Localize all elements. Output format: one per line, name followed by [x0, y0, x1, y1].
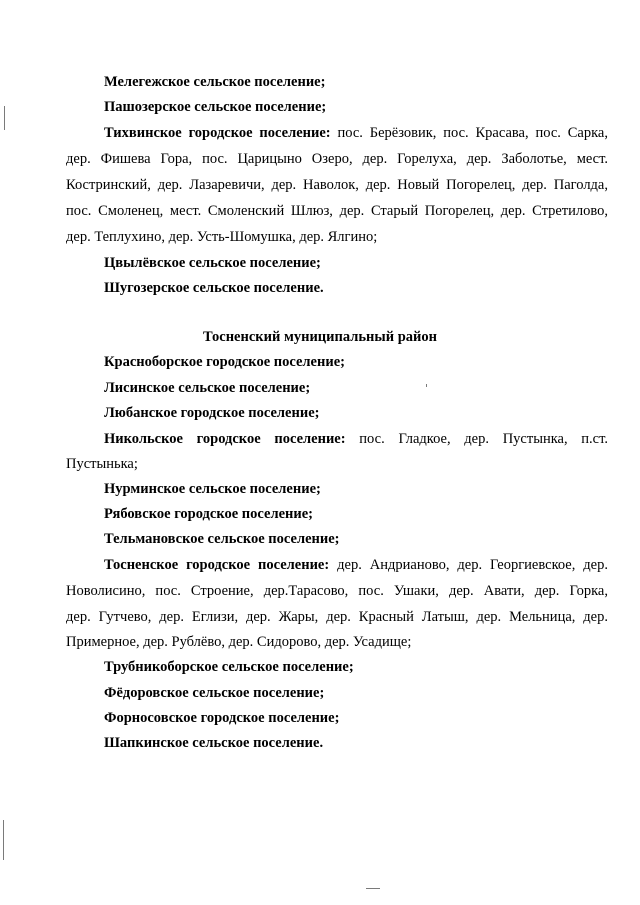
settlement-shapkinskoe: Шапкинское сельское поселение. — [104, 735, 324, 751]
settlement-tosnenskoe-title: Тосненское городское поселение: — [104, 557, 330, 573]
settlement-tikhvinskoe-line4: пос. Смоленец, мест. Смоленский Шлюз, дер. Старый Погорелец, дер. Стретилово, — [66, 203, 608, 219]
settlement-fedorovskoe: Фёдоровское сельское поселение; — [104, 685, 325, 701]
settlement-tosnenskoe-line1 — [104, 556, 608, 574]
settlement-trubnikoborskoe: Трубникоборское сельское поселение; — [104, 659, 354, 675]
settlement-tikhvinskoe-line5: дер. Теплухино, дер. Усть-Шомушка, дер. Ялгино; — [66, 229, 378, 245]
settlement-tosnenskoe-line3: дер. Гутчево, дер. Еглизи, дер. Жары, дер. Красный Латыш, дер. Мельница, дер. — [66, 609, 608, 625]
settlement-tsvylevskoe: Цвылёвское сельское поселение; — [104, 255, 321, 271]
settlement-nikolskoe-text1: пос. Гладкое, дер. Пустынка, п.ст. — [345, 431, 608, 447]
settlement-lisinskoe: Лисинское сельское поселение; — [104, 380, 311, 396]
settlement-shugozerskoe: Шугозерское сельское поселение. — [104, 280, 324, 296]
settlement-fornosovskoe: Форносовское городское поселение; — [104, 710, 340, 726]
settlement-melegezhskoe: Мелегежское сельское поселение; — [104, 74, 326, 90]
settlement-nikolskoe-line2: Пустынька; — [66, 456, 138, 472]
settlement-nikolskoe-line1 — [104, 430, 608, 448]
settlement-tikhvinskoe-line2: дер. Фишева Гора, пос. Царицыно Озеро, дер. Горелуха, дер. Заболотье, мест. — [66, 151, 608, 167]
settlement-telmanovskoe: Тельмановское сельское поселение; — [104, 531, 340, 547]
settlement-tikhvinskoe-title: Тихвинское городское поселение: — [104, 125, 331, 141]
settlement-nurminskoe: Нурминское сельское поселение; — [104, 481, 321, 497]
settlement-tosnenskoe-line2: Новолисино, пос. Строение, дер.Тарасово, пос. Ушаки, дер. Авати, дер. Горка, — [66, 583, 608, 599]
settlement-krasnoborskoe: Красноборское городское поселение; — [104, 354, 345, 370]
district-heading-tosnensky: Тосненский муниципальный район — [203, 329, 437, 345]
scan-mark-left-top — [4, 106, 5, 130]
settlement-tikhvinskoe-line1 — [104, 124, 608, 142]
settlement-tikhvinskoe-text1: пос. Берёзовик, пос. Красава, пос. Сарка, — [330, 125, 608, 141]
settlement-tosnenskoe-text1: дер. Андрианово, дер. Георгиевское, дер. — [329, 557, 608, 573]
settlement-lyubanskoe: Любанское городское поселение; — [104, 405, 320, 421]
scan-mark-bottom — [366, 888, 380, 889]
settlement-nikolskoe-title: Никольское городское поселение: — [104, 431, 346, 447]
settlement-tosnenskoe-line4: Примерное, дер. Рублёво, дер. Сидорово, дер. Усадище; — [66, 634, 412, 650]
settlement-tikhvinskoe-line3: Костринский, дер. Лазаревичи, дер. Наволок, дер. Новый Погорелец, дер. Паголда, — [66, 177, 608, 193]
settlement-ryabovskoe: Рябовское городское поселение; — [104, 506, 314, 522]
scan-mark-left-bottom — [3, 820, 4, 860]
settlement-pashozerskoe: Пашозерское сельское поселение; — [104, 99, 327, 115]
